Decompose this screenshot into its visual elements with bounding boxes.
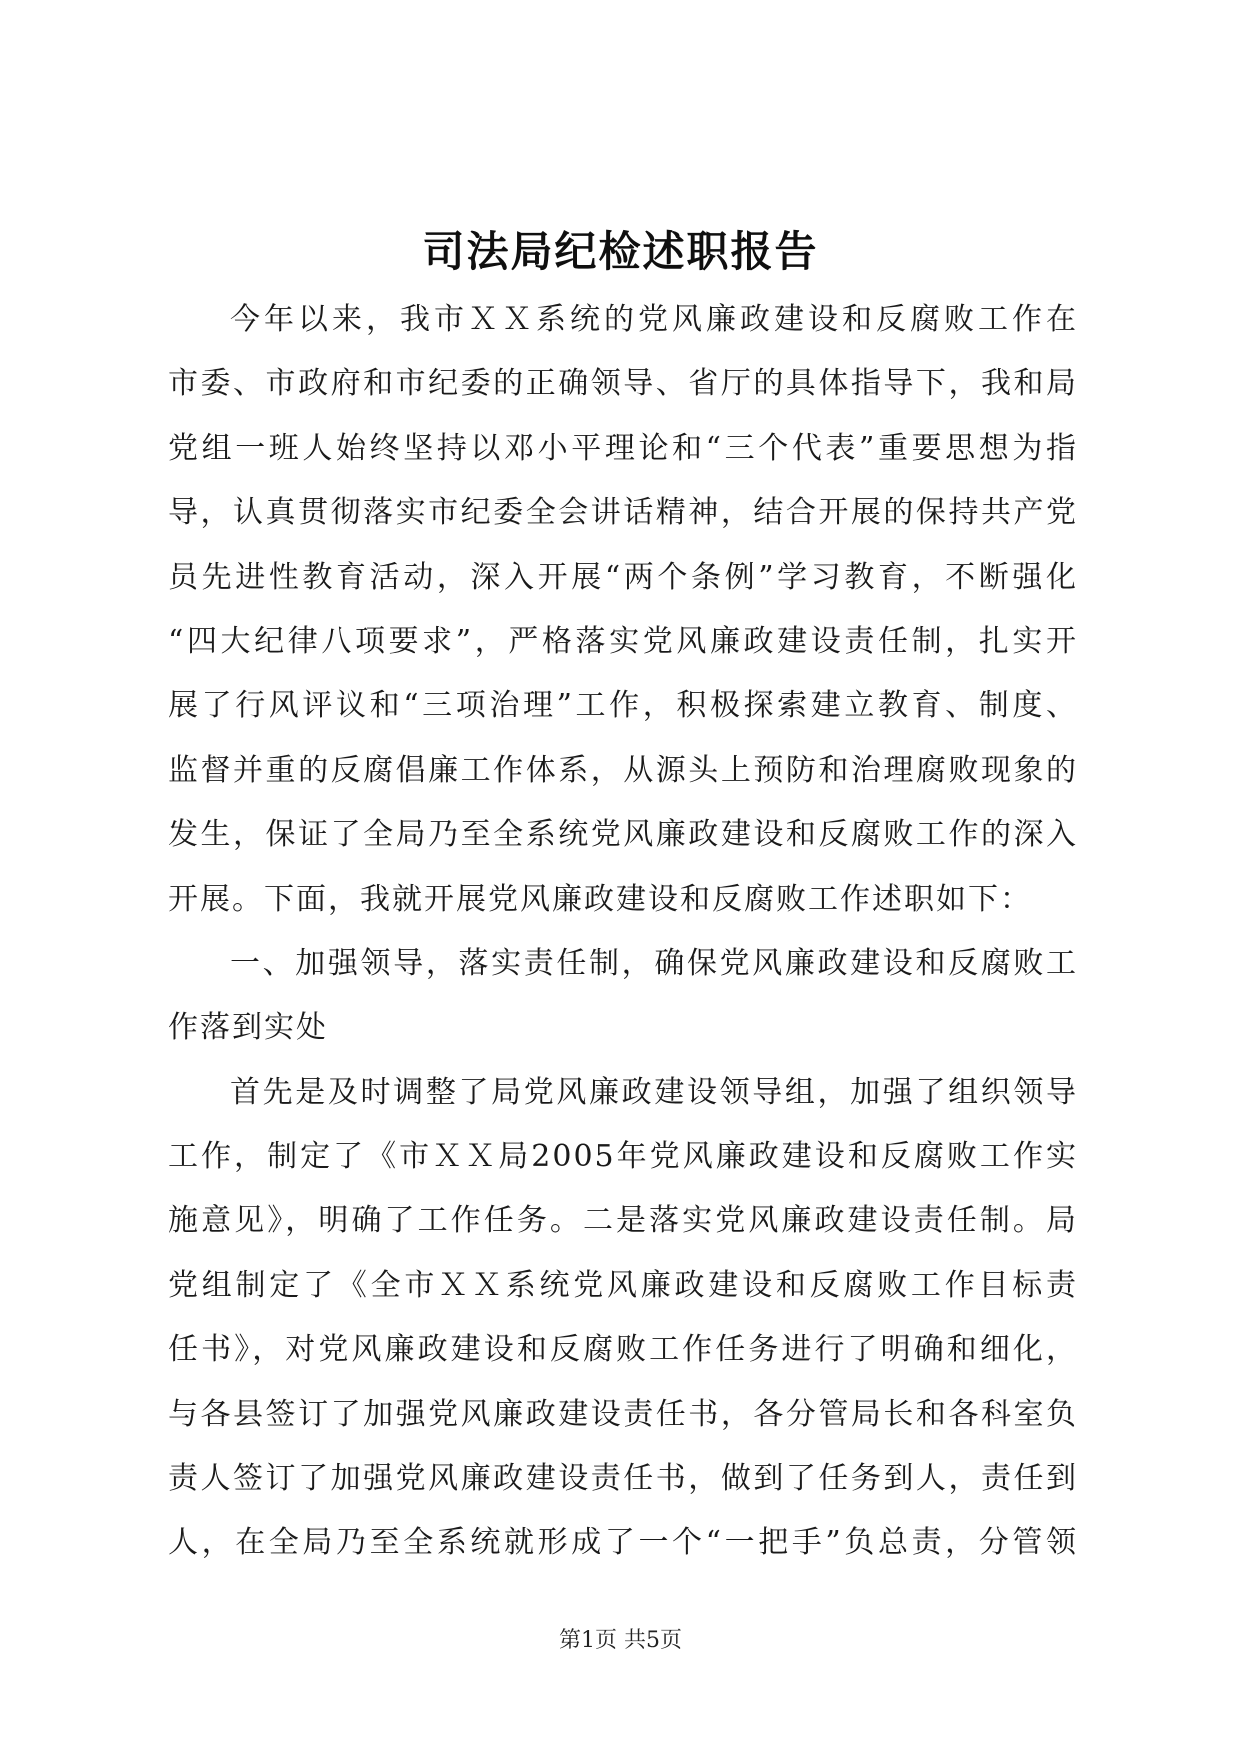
paragraph-line: 党组一班人始终坚持以邓小平理论和“三个代表”重要思想为指 xyxy=(168,430,1078,466)
paragraph-line: 工作，制定了《市ＸＸ局2005年党风廉政建设和反腐败工作实 xyxy=(168,1139,1078,1175)
paragraph-line: 党组制定了《全市ＸＸ系统党风廉政建设和反腐败工作目标责 xyxy=(168,1267,1078,1303)
paragraph-line: 展了行风评议和“三项治理”工作，积极探索建立教育、制度、 xyxy=(168,688,1078,724)
paragraph-line: 任书》，对党风廉政建设和反腐败工作任务进行了明确和细化， xyxy=(168,1332,1078,1368)
paragraph-line: “四大纪律八项要求”，严格落实党风廉政建设责任制，扎实开 xyxy=(168,623,1078,659)
page-title: 司法局纪检述职报告 xyxy=(422,227,819,276)
paragraph-line: 员先进性教育活动，深入开展“两个条例”学习教育，不断强化 xyxy=(168,559,1078,595)
paragraph-line: 首先是及时调整了局党风廉政建设领导组，加强了组织领导 xyxy=(230,1074,1078,1110)
paragraph-line: 施意见》，明确了工作任务。二是落实党风廉政建设责任制。局 xyxy=(168,1203,1078,1239)
paragraph-line: 监督并重的反腐倡廉工作体系，从源头上预防和治理腐败现象的 xyxy=(168,752,1078,788)
paragraph-line: 责人签订了加强党风廉政建设责任书，做到了任务到人，责任到 xyxy=(168,1461,1078,1497)
paragraph-line: 今年以来，我市ＸＸ系统的党风廉政建设和反腐败工作在 xyxy=(230,302,1078,337)
paragraph-line: 市委、市政府和市纪委的正确领导、省厅的具体指导下，我和局 xyxy=(168,366,1078,402)
section-heading-line: 作落到实处 xyxy=(168,1010,328,1046)
paragraph-line: 导，认真贯彻落实市纪委全会讲话精神，结合开展的保持共产党 xyxy=(168,495,1078,531)
paragraph-line: 人，在全局乃至全系统就形成了一个“一把手”负总责，分管领 xyxy=(168,1525,1078,1561)
section-heading-line: 一、加强领导，落实责任制，确保党风廉政建设和反腐败工 xyxy=(230,945,1078,981)
document-body xyxy=(168,288,1078,1576)
paragraph-line: 与各县签订了加强党风廉政建设责任书，各分管局长和各科室负 xyxy=(168,1396,1078,1432)
page-number-footer: 第1页 共5页 xyxy=(559,1628,682,1653)
paragraph-line: 发生，保证了全局乃至全系统党风廉政建设和反腐败工作的深入 xyxy=(168,817,1078,853)
paragraph-line: 开展。下面，我就开展党风廉政建设和反腐败工作述职如下： xyxy=(168,881,1032,917)
